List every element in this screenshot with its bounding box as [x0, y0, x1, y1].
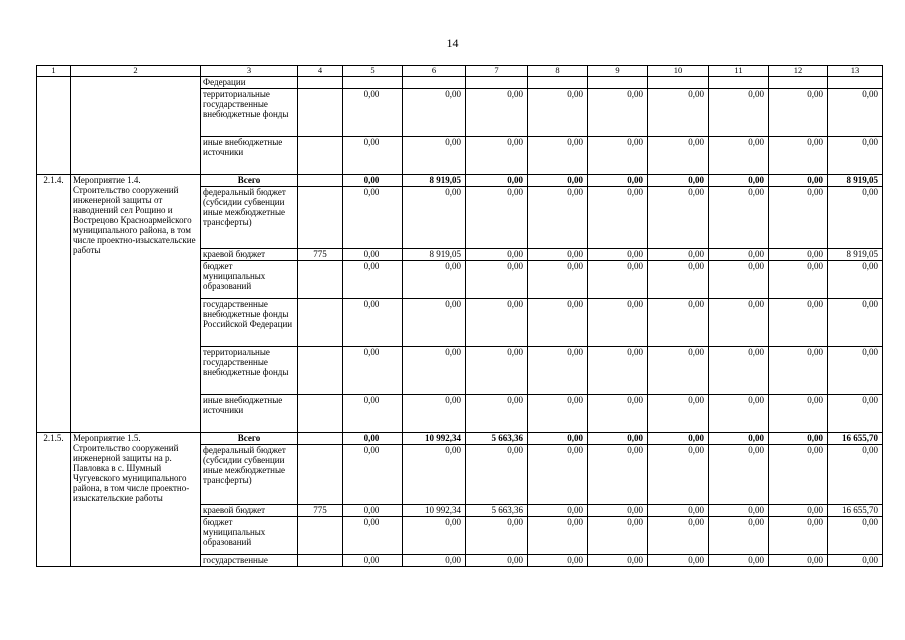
- column-header: 4: [298, 66, 343, 77]
- page-number: 14: [446, 36, 459, 50]
- value-cell: 0,00: [648, 89, 709, 137]
- value-cell: 0,00: [588, 347, 648, 395]
- value-cell: 0,00: [828, 261, 883, 299]
- value-cell: 0,00: [466, 261, 528, 299]
- value-cell: 0,00: [709, 175, 769, 187]
- code-cell: [298, 77, 343, 89]
- value-cell: 0,00: [528, 347, 588, 395]
- source-label: иные внебюджетные источники: [201, 395, 298, 433]
- value-cell: 0,00: [588, 555, 648, 567]
- value-cell: 0,00: [343, 249, 403, 261]
- source-label: иные внебюджетные источники: [201, 137, 298, 175]
- value-cell: 0,00: [588, 505, 648, 517]
- value-cell: 0,00: [709, 89, 769, 137]
- value-cell: [828, 77, 883, 89]
- code-cell: [298, 175, 343, 187]
- value-cell: 0,00: [343, 347, 403, 395]
- value-cell: 0,00: [466, 137, 528, 175]
- value-cell: [343, 77, 403, 89]
- item-title-cell: Мероприятие 1.4. Строительство сооружений инженерной защиты от наводнений сел Рощино и Вострецово Красноармейского муниципального района, в том числе проектно-изыскательские работы: [71, 175, 201, 433]
- value-cell: 0,00: [466, 395, 528, 433]
- value-cell: 8 919,05: [828, 249, 883, 261]
- value-cell: 0,00: [466, 555, 528, 567]
- value-cell: 0,00: [466, 517, 528, 555]
- value-cell: 0,00: [403, 89, 466, 137]
- code-cell: [298, 187, 343, 249]
- value-cell: 0,00: [769, 395, 828, 433]
- value-cell: 0,00: [466, 187, 528, 249]
- code-cell: [298, 261, 343, 299]
- value-cell: 0,00: [828, 517, 883, 555]
- value-cell: 0,00: [588, 89, 648, 137]
- value-cell: 0,00: [828, 137, 883, 175]
- value-cell: 10 992,34: [403, 505, 466, 517]
- value-cell: 5 663,36: [466, 505, 528, 517]
- value-cell: 0,00: [403, 445, 466, 505]
- value-cell: [709, 77, 769, 89]
- value-cell: 0,00: [528, 555, 588, 567]
- column-header: 9: [588, 66, 648, 77]
- value-cell: 0,00: [828, 445, 883, 505]
- value-cell: 0,00: [648, 137, 709, 175]
- value-cell: 0,00: [709, 187, 769, 249]
- item-title-cell: [71, 77, 201, 175]
- source-label: бюджет муниципальных образований: [201, 517, 298, 555]
- value-cell: 0,00: [343, 261, 403, 299]
- value-cell: 0,00: [403, 517, 466, 555]
- value-cell: [769, 77, 828, 89]
- budget-table: [36, 65, 883, 567]
- code-cell: [298, 137, 343, 175]
- value-cell: 0,00: [403, 555, 466, 567]
- table-row: [37, 77, 883, 89]
- source-label: федеральный бюджет (субсидии субвенции иные межбюджетные трансферты): [201, 187, 298, 249]
- value-cell: 0,00: [343, 445, 403, 505]
- value-cell: 0,00: [769, 175, 828, 187]
- value-cell: 5 663,36: [466, 433, 528, 445]
- value-cell: 0,00: [588, 299, 648, 347]
- value-cell: 0,00: [648, 261, 709, 299]
- value-cell: [528, 77, 588, 89]
- code-cell: [298, 555, 343, 567]
- item-number-cell: 2.1.5.: [37, 433, 71, 567]
- column-header: 8: [528, 66, 588, 77]
- value-cell: 0,00: [769, 89, 828, 137]
- value-cell: 0,00: [403, 299, 466, 347]
- value-cell: [466, 77, 528, 89]
- code-cell: [298, 433, 343, 445]
- value-cell: 0,00: [709, 555, 769, 567]
- value-cell: 0,00: [466, 299, 528, 347]
- value-cell: 8 919,05: [403, 249, 466, 261]
- value-cell: 0,00: [588, 249, 648, 261]
- value-cell: 0,00: [709, 137, 769, 175]
- value-cell: 0,00: [343, 89, 403, 137]
- value-cell: 0,00: [828, 187, 883, 249]
- value-cell: 0,00: [709, 261, 769, 299]
- value-cell: 16 655,70: [828, 505, 883, 517]
- value-cell: 0,00: [769, 347, 828, 395]
- value-cell: 0,00: [648, 445, 709, 505]
- value-cell: 0,00: [466, 89, 528, 137]
- value-cell: 0,00: [343, 137, 403, 175]
- value-cell: 0,00: [588, 433, 648, 445]
- value-cell: 0,00: [769, 555, 828, 567]
- value-cell: 0,00: [769, 445, 828, 505]
- value-cell: 0,00: [769, 433, 828, 445]
- value-cell: 0,00: [769, 187, 828, 249]
- value-cell: 0,00: [769, 299, 828, 347]
- value-cell: 0,00: [588, 261, 648, 299]
- source-label: Федерации: [201, 77, 298, 89]
- value-cell: 0,00: [343, 517, 403, 555]
- value-cell: 0,00: [709, 517, 769, 555]
- value-cell: [403, 77, 466, 89]
- value-cell: 0,00: [466, 347, 528, 395]
- total-row: [37, 175, 883, 187]
- value-cell: 0,00: [828, 89, 883, 137]
- value-cell: 0,00: [403, 187, 466, 249]
- item-number-cell: [37, 77, 71, 175]
- value-cell: 0,00: [343, 187, 403, 249]
- code-cell: [298, 299, 343, 347]
- value-cell: 0,00: [828, 299, 883, 347]
- column-header: 11: [709, 66, 769, 77]
- value-cell: 0,00: [528, 89, 588, 137]
- value-cell: 0,00: [528, 187, 588, 249]
- value-cell: 0,00: [528, 433, 588, 445]
- value-cell: 8 919,05: [403, 175, 466, 187]
- value-cell: 16 655,70: [828, 433, 883, 445]
- source-label: краевой бюджет: [201, 505, 298, 517]
- value-cell: 0,00: [709, 505, 769, 517]
- value-cell: 0,00: [343, 395, 403, 433]
- value-cell: 0,00: [828, 395, 883, 433]
- value-cell: 0,00: [528, 261, 588, 299]
- value-cell: 0,00: [528, 299, 588, 347]
- value-cell: 8 919,05: [828, 175, 883, 187]
- value-cell: 0,00: [528, 395, 588, 433]
- value-cell: 0,00: [709, 395, 769, 433]
- value-cell: 0,00: [588, 395, 648, 433]
- value-cell: 0,00: [648, 517, 709, 555]
- value-cell: 0,00: [528, 505, 588, 517]
- source-label: краевой бюджет: [201, 249, 298, 261]
- value-cell: 0,00: [528, 175, 588, 187]
- value-cell: 0,00: [403, 347, 466, 395]
- value-cell: 0,00: [648, 347, 709, 395]
- value-cell: 0,00: [588, 445, 648, 505]
- value-cell: 0,00: [709, 445, 769, 505]
- value-cell: 0,00: [709, 347, 769, 395]
- code-cell: [298, 517, 343, 555]
- value-cell: 0,00: [466, 175, 528, 187]
- value-cell: 0,00: [528, 445, 588, 505]
- value-cell: 0,00: [769, 137, 828, 175]
- value-cell: 0,00: [466, 249, 528, 261]
- value-cell: 0,00: [648, 175, 709, 187]
- value-cell: 0,00: [403, 395, 466, 433]
- column-header: 2: [71, 66, 201, 77]
- value-cell: 0,00: [769, 249, 828, 261]
- value-cell: [648, 77, 709, 89]
- value-cell: 0,00: [648, 395, 709, 433]
- value-cell: 0,00: [709, 299, 769, 347]
- column-header: 12: [769, 66, 828, 77]
- value-cell: 0,00: [343, 433, 403, 445]
- value-cell: 0,00: [648, 299, 709, 347]
- total-row: [37, 433, 883, 445]
- value-cell: 0,00: [588, 517, 648, 555]
- item-number-cell: 2.1.4.: [37, 175, 71, 433]
- value-cell: [588, 77, 648, 89]
- value-cell: 0,00: [588, 187, 648, 249]
- value-cell: 0,00: [343, 555, 403, 567]
- value-cell: 0,00: [403, 261, 466, 299]
- value-cell: 0,00: [588, 175, 648, 187]
- column-header: 10: [648, 66, 709, 77]
- column-header: 7: [466, 66, 528, 77]
- source-label: бюджет муниципальных образований: [201, 261, 298, 299]
- column-header: 3: [201, 66, 298, 77]
- code-cell: [298, 445, 343, 505]
- code-cell: 775: [298, 249, 343, 261]
- value-cell: 0,00: [403, 137, 466, 175]
- source-label: государственные: [201, 555, 298, 567]
- value-cell: 0,00: [528, 517, 588, 555]
- value-cell: 0,00: [769, 517, 828, 555]
- code-cell: [298, 89, 343, 137]
- value-cell: 0,00: [828, 555, 883, 567]
- value-cell: 0,00: [528, 249, 588, 261]
- header-row: [37, 66, 883, 77]
- value-cell: 0,00: [343, 175, 403, 187]
- column-header: 13: [828, 66, 883, 77]
- source-label: федеральный бюджет (субсидии субвенции иные межбюджетные трансферты): [201, 445, 298, 505]
- code-cell: 775: [298, 505, 343, 517]
- source-label: Всего: [201, 433, 298, 445]
- source-label: государственные внебюджетные фонды Российской Федерации: [201, 299, 298, 347]
- code-cell: [298, 347, 343, 395]
- value-cell: 0,00: [648, 433, 709, 445]
- value-cell: 0,00: [588, 137, 648, 175]
- value-cell: 0,00: [709, 249, 769, 261]
- value-cell: 0,00: [466, 445, 528, 505]
- value-cell: 0,00: [648, 187, 709, 249]
- value-cell: 0,00: [648, 505, 709, 517]
- source-label: территориальные государственные внебюджетные фонды: [201, 347, 298, 395]
- source-label: территориальные государственные внебюджетные фонды: [201, 89, 298, 137]
- code-cell: [298, 395, 343, 433]
- value-cell: 10 992,34: [403, 433, 466, 445]
- column-header: 1: [37, 66, 71, 77]
- source-label: Всего: [201, 175, 298, 187]
- value-cell: 0,00: [343, 505, 403, 517]
- value-cell: 0,00: [648, 249, 709, 261]
- column-header: 6: [403, 66, 466, 77]
- value-cell: 0,00: [828, 347, 883, 395]
- value-cell: 0,00: [648, 555, 709, 567]
- value-cell: 0,00: [709, 433, 769, 445]
- item-title-cell: Мероприятие 1.5. Строительство сооружений инженерной защиты на р. Павловка в с. Шумный Чугуевского муниципального района, в том числе проектно-изыскательские работы: [71, 433, 201, 567]
- value-cell: 0,00: [769, 261, 828, 299]
- value-cell: 0,00: [528, 137, 588, 175]
- value-cell: 0,00: [343, 299, 403, 347]
- value-cell: 0,00: [769, 505, 828, 517]
- column-header: 5: [343, 66, 403, 77]
